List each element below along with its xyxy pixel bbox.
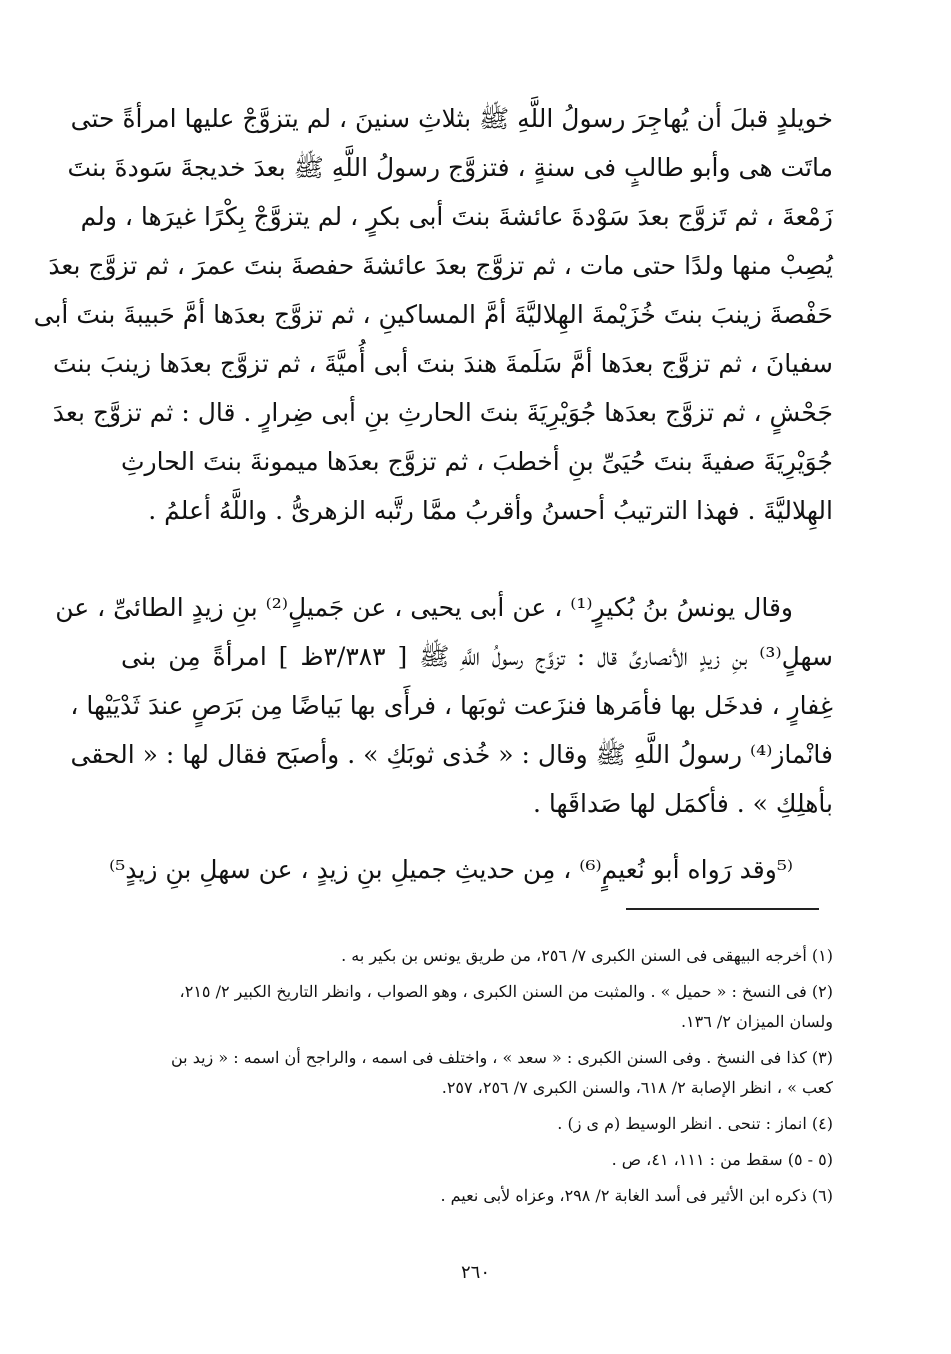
paragraph-yunus-narration — [55, 583, 833, 828]
text-line: ماتَت هى وأبو طالبٍ فى سنةٍ ، فتزوَّج رسولُ اللَّهِ ﷺ بعدَ خديجةَ سَودةَ بنتَ — [67, 153, 833, 182]
text-line: جُوَيْرِيَةَ صفيةَ بنتَ حُيَىِّ بنِ أخطبَ ، ثم تزوَّج بعدَها ميمونةَ بنتَ الحارثِ — [121, 447, 833, 476]
footnote-6 — [121, 1181, 833, 1211]
footnote-line: (٦) ذكره ابن الأثير فى أسد الغابة ٢/ ٢٩٨، وعزاه لأبى نعيم . — [440, 1186, 833, 1205]
text-line: زَمْعةَ ، ثم تَزوَّج بعدَ سَوْدةَ عائشةَ بنتَ أبى بكرٍ ، لم يتزوَّجْ بِكْرًا غيرَها ، ولم — [80, 202, 833, 231]
footnote-line: ولسان الميزان ٢/ ١٣٦. — [680, 1012, 833, 1031]
text-line: وقال يونسُ بنُ بُكيرٍ⁽¹⁾ ، عن أبى يحيى ، عن جَميلٍ⁽²⁾ بنِ زيدٍ الطائىِّ ، عن — [55, 593, 793, 622]
footnote-line: (٢) فى النسخ : « حميل » . والمثبت من السنن الكبرى ، وهو الصواب ، وانظر التاريخ الكبير ٢/ ٢١٥، — [179, 982, 833, 1001]
footnote-line: (٣) كذا فى النسخ . وفى السنن الكبرى : « سعد » ، واختلف فى اسمه ، والراجح أن اسمه : « زيد بن — [170, 1048, 833, 1067]
footnote-divider — [626, 908, 819, 910]
text-line: سفيانَ ، ثم تزوَّج بعدَها أمَّ سَلَمةَ هندَ بنتَ أبى أُميَّةَ ، ثم تزوَّج بعدَها زينبَ بنتَ — [52, 349, 833, 378]
text-line: يُصِبْ منها ولدًا حتى مات ، ثم تزوَّج بعدَ عائشةَ حفصةَ بنتَ عمرَ ، ثم تزوَّج بعدَ — [48, 251, 833, 280]
footnote-line: (١) أخرجه البيهقى فى السنن الكبرى ٧/ ٢٥٦، من طريق يونس بن بكير به . — [341, 946, 833, 965]
text-line: فانْماز⁽⁴⁾ رسولُ اللَّهِ ﷺ وقال : « خُذى ثوبَكِ » . وأصبَح فقال لها : « الحقى — [70, 740, 833, 769]
footnote-5 — [121, 1145, 833, 1175]
footnote-4 — [121, 1109, 833, 1139]
paragraph-abu-nuaim — [109, 845, 833, 894]
footnote-line: (٥ - ٥) سقط من : ١١١، ٤١، ص . — [611, 1150, 833, 1169]
text-line: سهلٍ⁽³⁾ بنِ زيدٍ الأنصارىِّ قال : تزوَّج رسولُ اللَّهِ ﷺ [ ٣/٣٨٣ظ ] امرأةً مِن بنى — [121, 642, 833, 671]
text-line: جَحْشٍ ، ثم تزوَّج بعدَها جُوَيْرِيَةَ بنتَ الحارثِ بنِ أبى ضِرارٍ . قال : ثم تزوَّج بعدَ — [52, 398, 833, 427]
footnotes — [121, 941, 833, 1217]
footnote-2 — [121, 977, 833, 1037]
page-number: ٢٦٠ — [460, 1262, 490, 1283]
footnote-line: كعب » ، انظر الإصابة ٢/ ٦١٨، والسنن الكبرى ٧/ ٢٥٦، ٢٥٧. — [441, 1078, 833, 1097]
text-line: بأهلِكِ » . فأكمَل لها صَداقَها . — [533, 789, 833, 818]
text-line: خويلدٍ قبلَ أن يُهاجِرَ رسولُ اللَّهِ ﷺ بثلاثِ سنينَ ، لم يتزوَّجْ عليها امرأةً حتى — [70, 104, 833, 133]
text-line: ⁽⁵وقد رَواه أبو نُعيمٍ⁽⁶⁾ ، مِن حديثِ جميلِ بنِ زيدٍ ، عن سهلِ بنِ زيدٍ⁵⁾ — [109, 855, 793, 884]
text-line: حَفْصةَ زينبَ بنتَ خُزَيْمةَ الهِلاليَّةَ أمَّ المساكينِ ، ثم تزوَّج بعدَها أمَّ حَبيبةَ بنتَ أبى — [33, 300, 833, 329]
footnote-1 — [121, 941, 833, 971]
footnote-line: (٤) انماز : تنحى . انظر الوسيط (م ى ز) . — [557, 1114, 833, 1133]
text-line: غِفارٍ ، فدخَل بها فأمَرها فنزَعت ثوبَها ، فرأَى بها بَياضًا مِن بَرَصٍ عندَ ثَدْيَيْها ، — [70, 691, 833, 720]
text-line: الهِلاليَّةَ . فهذا الترتيبُ أحسنُ وأقربُ ممَّا رتَّبه الزهرىُّ . واللَّهُ أعلمُ . — [148, 496, 833, 525]
footnote-3 — [121, 1043, 833, 1103]
paragraph-wives-order — [33, 94, 833, 535]
